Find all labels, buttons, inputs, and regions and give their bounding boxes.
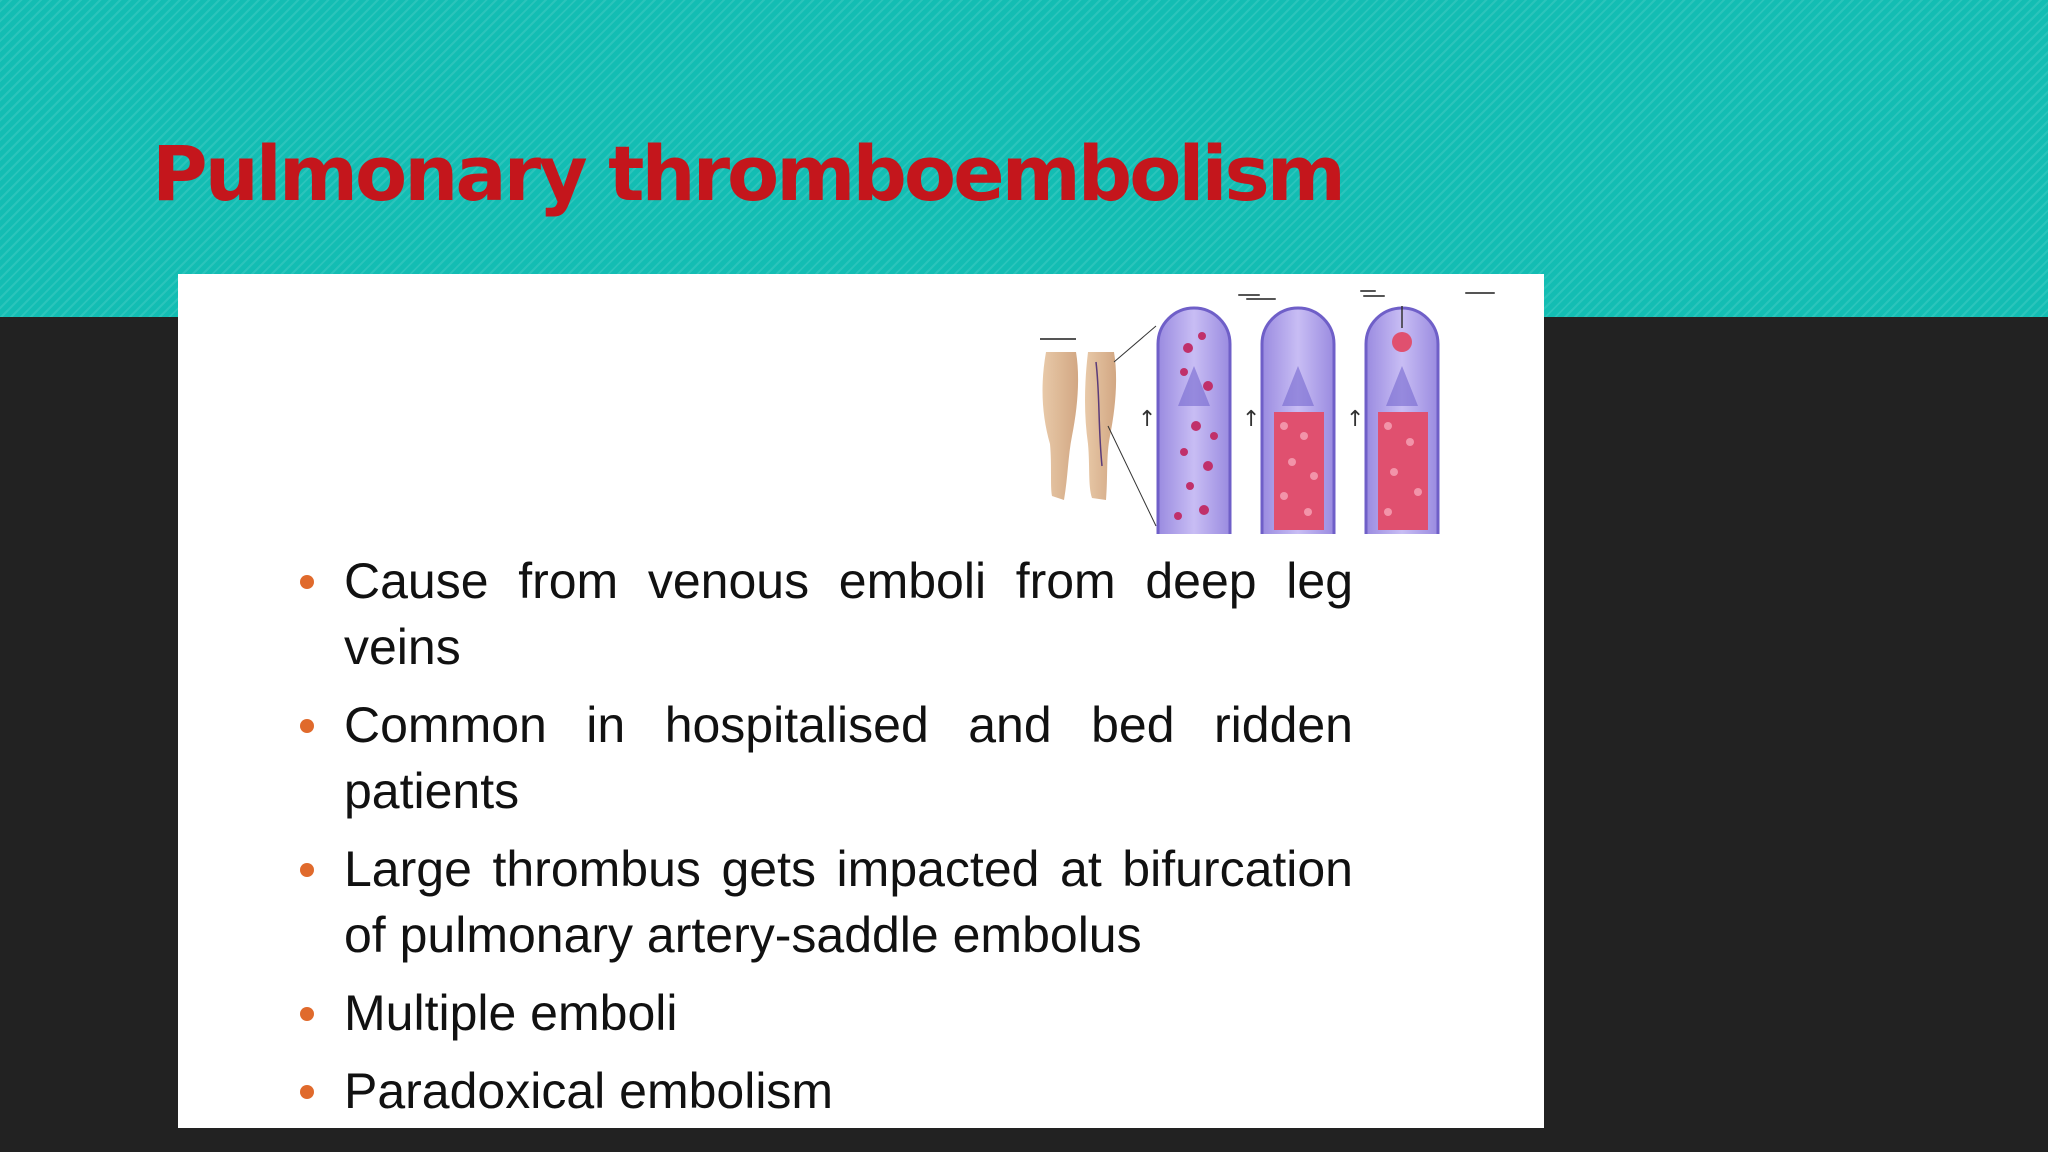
bullet-dot — [300, 575, 314, 589]
bullet-text: Multiple emboli — [344, 985, 678, 1041]
figure-labels — [1238, 290, 1495, 300]
bullet-item — [298, 692, 1353, 824]
vein-normal-blood-flow — [1138, 308, 1230, 534]
bullet-text: Paradoxical embolism — [344, 1063, 834, 1119]
vein-thrombus-formation — [1242, 308, 1334, 534]
bullet-text: Common in hospitalised and bed ridden patients — [344, 697, 1353, 819]
bullet-item — [298, 548, 1353, 680]
content-image-panel — [178, 274, 1544, 1128]
bullet-text: Cause from venous emboli from deep leg veins — [344, 553, 1353, 675]
svg-text:↑: ↑ — [1242, 407, 1261, 432]
dvt-illustration — [1038, 276, 1544, 538]
bullet-item — [298, 980, 1353, 1046]
bullet-item — [298, 836, 1353, 968]
slide-title: Pulmonary thromboembolism — [152, 129, 1343, 218]
svg-text:↑: ↑ — [1346, 407, 1365, 432]
bullet-dot — [300, 1085, 314, 1099]
bullet-dot — [300, 863, 314, 877]
bullet-text: Large thrombus gets impacted at bifurcation of pulmonary artery-saddle embolus — [344, 841, 1353, 963]
bullet-dot — [300, 1007, 314, 1021]
vein-embolism — [1346, 306, 1438, 534]
bullet-list — [298, 548, 1353, 1128]
svg-text:↑: ↑ — [1138, 407, 1157, 432]
bullet-dot — [300, 719, 314, 733]
bullet-item — [298, 1058, 1353, 1124]
